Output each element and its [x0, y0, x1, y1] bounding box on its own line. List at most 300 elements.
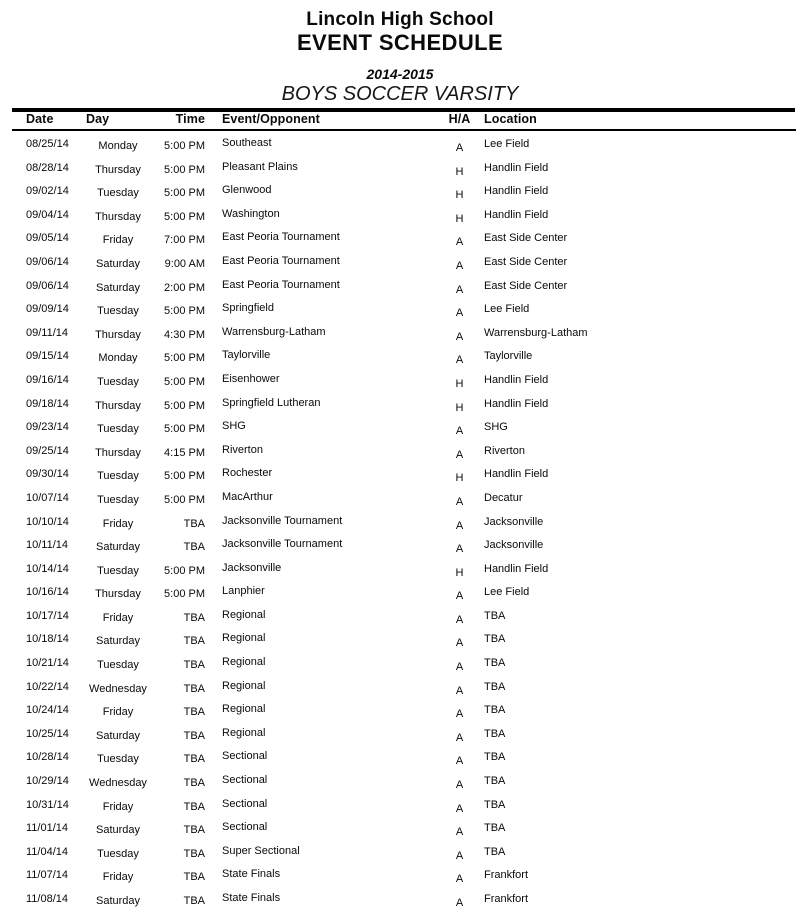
cell-location: East Side Center: [484, 255, 568, 268]
table-row: [0, 251, 800, 275]
cell-time: TBA: [183, 871, 205, 884]
cell-day: Saturday: [95, 895, 141, 907]
cell-day: Tuesday: [97, 423, 139, 436]
spacer: [205, 534, 222, 558]
cell-day: Tuesday: [97, 375, 139, 388]
table-row: [0, 534, 800, 558]
table-row: [0, 581, 800, 605]
cell-day: Tuesday: [97, 187, 139, 200]
spacer: [475, 817, 484, 841]
cell-day: Tuesday: [97, 305, 139, 318]
cell-ha: H: [455, 401, 464, 414]
spacer: [205, 676, 222, 700]
spacer: [475, 393, 484, 417]
cell-day: Friday: [102, 871, 134, 884]
cell-date: 10/18/14: [26, 633, 69, 646]
cell-day: Saturday: [95, 257, 141, 270]
spacer: [0, 345, 26, 369]
cell-event: Super Sectional: [222, 844, 300, 857]
cell-ha: H: [455, 189, 464, 202]
cell-time: 5:00 PM: [164, 352, 205, 365]
spacer: [0, 227, 26, 251]
spacer: [205, 723, 222, 747]
cell-day: Tuesday: [97, 564, 139, 577]
cell-event: Regional: [222, 703, 266, 716]
table-row: [0, 298, 800, 322]
cell-ha: A: [455, 873, 464, 886]
cell-location: Jacksonville: [484, 515, 544, 528]
spacer: [0, 416, 26, 440]
cell-event: Regional: [222, 656, 266, 669]
cell-location: Handlin Field: [484, 185, 549, 198]
cell-time: 5:00 PM: [164, 399, 205, 412]
cell-ha: A: [455, 307, 464, 320]
cell-date: 09/06/14: [26, 279, 69, 292]
spacer: [205, 817, 222, 841]
cell-location: Handlin Field: [484, 373, 549, 386]
table-row: [0, 440, 800, 464]
cell-day: Thursday: [95, 163, 141, 176]
cell-event: SHG: [222, 420, 246, 433]
cell-time: 2:00 PM: [164, 281, 205, 294]
cell-ha: A: [455, 826, 464, 839]
cell-date: 10/11/14: [26, 539, 69, 552]
cell-day: Saturday: [95, 541, 141, 554]
table-row: [0, 345, 800, 369]
cell-time: 5:00 PM: [164, 187, 205, 200]
table-row: [0, 558, 800, 582]
spacer: [475, 345, 484, 369]
cell-day: Thursday: [95, 210, 141, 223]
spacer: [205, 463, 222, 487]
cell-location: Lee Field: [484, 586, 530, 599]
cell-location: Handlin Field: [484, 468, 549, 481]
cell-day: Tuesday: [97, 659, 139, 672]
cell-time: TBA: [183, 706, 205, 719]
spacer: [0, 676, 26, 700]
cell-location: Decatur: [484, 491, 523, 504]
cell-day: Saturday: [95, 635, 141, 648]
cell-day: Friday: [102, 800, 134, 813]
spacer: [0, 723, 26, 747]
spacer: [475, 180, 484, 204]
cell-location: East Side Center: [484, 279, 568, 292]
spacer: [205, 322, 222, 346]
spacer: [475, 628, 484, 652]
cell-location: Lee Field: [484, 138, 530, 150]
cell-day: Thursday: [95, 446, 141, 459]
table-row: [0, 676, 800, 700]
spacer: [205, 605, 222, 629]
cell-event: East Peoria Tournament: [222, 254, 340, 267]
cell-time: 5:00 PM: [164, 588, 205, 601]
cell-date: 10/31/14: [26, 798, 69, 811]
cell-ha: A: [455, 731, 464, 744]
cell-day: Tuesday: [97, 753, 139, 766]
cell-event: East Peoria Tournament: [222, 231, 340, 244]
cell-date: 09/23/14: [26, 421, 69, 434]
spacer: [0, 888, 26, 912]
cell-event: Glenwood: [222, 184, 272, 197]
cell-ha: H: [455, 165, 464, 178]
spacer: [205, 133, 222, 157]
table-row: [0, 841, 800, 865]
cell-ha: A: [455, 613, 464, 626]
cell-ha: A: [455, 142, 464, 154]
cell-ha: A: [455, 354, 464, 367]
spacer: [475, 369, 484, 393]
cell-time: TBA: [183, 800, 205, 813]
cell-event: Pleasant Plains: [222, 160, 298, 173]
spacer: [475, 204, 484, 228]
spacer: [475, 157, 484, 181]
spacer: [205, 204, 222, 228]
cell-ha: A: [455, 708, 464, 721]
cell-time: TBA: [183, 541, 205, 554]
spacer: [0, 393, 26, 417]
spacer: [0, 652, 26, 676]
cell-event: Jacksonville: [222, 561, 282, 574]
spacer: [475, 746, 484, 770]
table-row: [0, 463, 800, 487]
spacer: [475, 227, 484, 251]
spacer: [205, 699, 222, 723]
cell-ha: A: [455, 236, 464, 249]
cell-date: 09/04/14: [26, 208, 69, 221]
spacer: [205, 112, 222, 126]
cell-event: East Peoria Tournament: [222, 278, 340, 291]
spacer: [205, 487, 222, 511]
cell-day: Friday: [102, 234, 134, 247]
cell-date: 10/07/14: [26, 491, 69, 504]
table-row: [0, 369, 800, 393]
spacer: [0, 112, 26, 126]
spacer: [205, 864, 222, 888]
spacer: [0, 794, 26, 818]
cell-location: TBA: [484, 845, 506, 858]
spacer: [0, 463, 26, 487]
spacer: [0, 511, 26, 535]
cell-time: 5:00 PM: [164, 423, 205, 436]
cell-time: 7:00 PM: [164, 234, 205, 247]
spacer: [0, 298, 26, 322]
spacer: [475, 487, 484, 511]
spacer: [205, 628, 222, 652]
table-row: [0, 133, 800, 157]
cell-location: TBA: [484, 798, 506, 811]
cell-event: MacArthur: [222, 490, 273, 503]
cell-location: TBA: [484, 633, 506, 646]
cell-event: Regional: [222, 632, 266, 645]
cell-location: TBA: [484, 751, 506, 764]
spacer: [0, 817, 26, 841]
table-row: [0, 699, 800, 723]
cell-time: TBA: [183, 517, 205, 530]
cell-event: Washington: [222, 207, 280, 220]
cell-date: 10/24/14: [26, 704, 69, 717]
cell-location: Warrensburg-Latham: [484, 326, 588, 339]
cell-date: 10/28/14: [26, 751, 69, 764]
spacer: [205, 298, 222, 322]
spacer: [0, 322, 26, 346]
table-row: [0, 652, 800, 676]
spacer: [475, 534, 484, 558]
cell-event: Sectional: [222, 797, 268, 810]
spacer: [0, 864, 26, 888]
cell-ha: H: [455, 377, 464, 390]
table-row: [0, 770, 800, 794]
cell-day: Thursday: [95, 328, 141, 341]
cell-location: Handlin Field: [484, 161, 549, 174]
cell-ha: H: [455, 566, 464, 579]
cell-time: TBA: [183, 847, 205, 860]
spacer: [205, 180, 222, 204]
cell-day: Wednesday: [89, 777, 147, 790]
cell-ha: H: [455, 212, 464, 225]
cell-day: Monday: [98, 352, 138, 365]
spacer: [475, 112, 484, 126]
cell-ha: A: [455, 897, 464, 909]
spacer: [0, 746, 26, 770]
cell-event: Regional: [222, 726, 266, 739]
cell-location: SHG: [484, 421, 508, 434]
spacer: [0, 157, 26, 181]
cell-ha: H: [455, 472, 464, 485]
spacer: [475, 558, 484, 582]
cell-location: Handlin Field: [484, 397, 549, 410]
season-label: 2014-2015: [366, 66, 434, 82]
spacer: [205, 227, 222, 251]
column-header-date: Date: [26, 112, 54, 126]
spacer: [475, 770, 484, 794]
column-header-ha: H/A: [448, 112, 471, 126]
table-row: [0, 511, 800, 535]
cell-location: TBA: [484, 775, 506, 788]
cell-event: State Finals: [222, 868, 281, 881]
column-header-time: Time: [175, 112, 205, 126]
spacer: [205, 369, 222, 393]
cell-event: Taylorville: [222, 349, 271, 362]
cell-ha: A: [455, 425, 464, 438]
cell-time: TBA: [183, 777, 205, 790]
spacer: [475, 841, 484, 865]
cell-event: Rochester: [222, 467, 273, 480]
cell-time: 4:30 PM: [164, 328, 205, 341]
spacer: [205, 746, 222, 770]
spacer: [475, 416, 484, 440]
column-header-location: Location: [484, 112, 537, 126]
table-row: [0, 794, 800, 818]
cell-ha: A: [455, 779, 464, 792]
cell-location: Riverton: [484, 444, 525, 457]
cell-time: 5:00 PM: [164, 140, 205, 152]
spacer: [475, 888, 484, 912]
spacer: [205, 558, 222, 582]
cell-date: 09/06/14: [26, 255, 69, 268]
table-row: [0, 605, 800, 629]
cell-time: TBA: [183, 659, 205, 672]
spacer: [0, 558, 26, 582]
cell-date: 09/02/14: [26, 185, 69, 198]
cell-time: 9:00 AM: [164, 257, 205, 270]
cell-time: 5:00 PM: [164, 564, 205, 577]
cell-day: Monday: [98, 140, 138, 152]
cell-ha: A: [455, 495, 464, 508]
spacer: [205, 888, 222, 912]
spacer: [0, 487, 26, 511]
cell-location: TBA: [484, 609, 506, 622]
cell-day: Friday: [102, 706, 134, 719]
spacer: [475, 298, 484, 322]
spacer: [205, 770, 222, 794]
cell-date: 11/07/14: [26, 869, 69, 882]
cell-time: TBA: [183, 635, 205, 648]
cell-ha: A: [455, 259, 464, 272]
spacer: [475, 723, 484, 747]
cell-event: Springfield: [222, 302, 274, 315]
spacer: [0, 251, 26, 275]
spacer: [205, 581, 222, 605]
spacer: [0, 369, 26, 393]
cell-event: Eisenhower: [222, 372, 280, 385]
spacer: [475, 463, 484, 487]
cell-ha: A: [455, 755, 464, 768]
cell-time: 5:00 PM: [164, 210, 205, 223]
spacer: [0, 440, 26, 464]
cell-day: Saturday: [95, 729, 141, 742]
cell-date: 08/28/14: [26, 161, 69, 174]
spacer: [205, 511, 222, 535]
cell-date: 09/30/14: [26, 468, 69, 481]
spacer: [0, 628, 26, 652]
cell-time: TBA: [183, 824, 205, 837]
cell-location: Frankfort: [484, 869, 529, 882]
table-row: [0, 180, 800, 204]
cell-location: TBA: [484, 822, 506, 835]
table-row: [0, 487, 800, 511]
cell-date: 11/04/14: [26, 845, 69, 858]
spacer: [475, 511, 484, 535]
spacer: [205, 345, 222, 369]
spacer: [475, 322, 484, 346]
cell-location: TBA: [484, 680, 506, 693]
cell-event: Regional: [222, 608, 266, 621]
cell-time: TBA: [183, 895, 205, 907]
cell-date: 09/25/14: [26, 444, 69, 457]
cell-time: 5:00 PM: [164, 163, 205, 176]
cell-day: Saturday: [95, 824, 141, 837]
table-row: [0, 628, 800, 652]
cell-date: 10/29/14: [26, 775, 69, 788]
cell-location: TBA: [484, 727, 506, 740]
cell-ha: A: [455, 283, 464, 296]
spacer: [205, 652, 222, 676]
table-row: [0, 393, 800, 417]
cell-event: Sectional: [222, 821, 268, 834]
cell-day: Tuesday: [97, 847, 139, 860]
column-header-event: Event/Opponent: [222, 112, 320, 126]
cell-time: 5:00 PM: [164, 375, 205, 388]
cell-date: 08/25/14: [26, 138, 69, 150]
table-row: [0, 746, 800, 770]
cell-time: 5:00 PM: [164, 305, 205, 318]
cell-day: Thursday: [95, 588, 141, 601]
spacer: [0, 275, 26, 299]
spacer: [205, 157, 222, 181]
spacer: [0, 180, 26, 204]
spacer: [0, 770, 26, 794]
cell-location: Handlin Field: [484, 208, 549, 221]
cell-ha: A: [455, 661, 464, 674]
table-row: [0, 817, 800, 841]
cell-day: Saturday: [95, 281, 141, 294]
table-row: [0, 227, 800, 251]
cell-date: 09/05/14: [26, 232, 69, 245]
table-row: [0, 888, 800, 912]
cell-ha: A: [455, 637, 464, 650]
table-row: [0, 204, 800, 228]
spacer: [205, 416, 222, 440]
cell-event: Regional: [222, 679, 266, 692]
cell-event: Riverton: [222, 443, 263, 456]
spacer: [205, 841, 222, 865]
header-rule: [12, 129, 796, 131]
cell-date: 11/08/14: [26, 893, 69, 905]
cell-location: Taylorville: [484, 350, 533, 363]
table-row: [0, 157, 800, 181]
schedule-rows: [0, 133, 800, 912]
cell-time: 4:15 PM: [164, 446, 205, 459]
column-header-day: Day: [86, 112, 110, 126]
cell-ha: A: [455, 590, 464, 603]
cell-date: 09/11/14: [26, 326, 69, 339]
spacer: [0, 841, 26, 865]
spacer: [475, 133, 484, 157]
spacer: [475, 440, 484, 464]
spacer: [475, 699, 484, 723]
cell-event: State Finals: [222, 892, 281, 904]
cell-time: TBA: [183, 611, 205, 624]
spacer: [475, 864, 484, 888]
table-row: [0, 322, 800, 346]
spacer: [205, 393, 222, 417]
cell-day: Friday: [102, 517, 134, 530]
cell-date: 09/15/14: [26, 350, 69, 363]
spacer: [0, 699, 26, 723]
cell-event: Sectional: [222, 774, 268, 787]
cell-time: TBA: [183, 729, 205, 742]
cell-date: 10/16/14: [26, 586, 69, 599]
table-row: [0, 723, 800, 747]
cell-date: 10/17/14: [26, 609, 69, 622]
spacer: [475, 676, 484, 700]
cell-location: East Side Center: [484, 232, 568, 245]
cell-date: 09/16/14: [26, 373, 69, 386]
cell-location: Lee Field: [484, 303, 530, 316]
table-row: [0, 275, 800, 299]
cell-date: 10/22/14: [26, 680, 69, 693]
cell-time: 5:00 PM: [164, 493, 205, 506]
cell-event: Warrensburg-Latham: [222, 325, 326, 338]
team-label: BOYS SOCCER VARSITY: [281, 83, 519, 105]
cell-ha: A: [455, 802, 464, 815]
table-header-row: [0, 112, 800, 126]
cell-event: Jacksonville Tournament: [222, 538, 343, 551]
cell-event: Lanphier: [222, 585, 265, 598]
spacer: [205, 251, 222, 275]
cell-date: 10/14/14: [26, 562, 69, 575]
cell-ha: A: [455, 543, 464, 556]
